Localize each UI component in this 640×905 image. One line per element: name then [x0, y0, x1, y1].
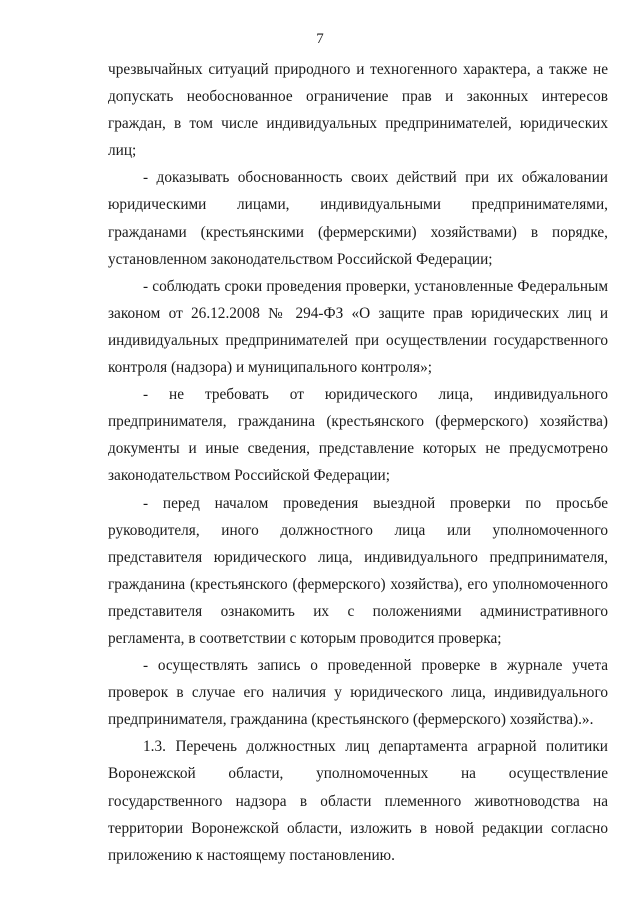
paragraph-journal-record: - осуществлять запись о проведенной проверке в журнале учета проверок в случае его наличия у юридического лица, индивидуального предпринимателя, гражданина (крестьянского (фермерского) хозяйства).». [108, 657, 608, 729]
paragraph-familiarize-regulation: - перед началом проведения выездной проверки по просьбе руководителя, иного должностного лица или уполномоченного представителя юридического лица, индивидуального предпринимателя, гражданина (крестьянского (фермерского) хозяйства), его уполномоченного представителя ознакомить их с положениями административного регламента, в соответствии с которым проводится проверка; [108, 494, 608, 647]
document-body [108, 56, 608, 869]
paragraph-continuation: чрезвычайных ситуаций природного и техногенного характера, а также не допускать необоснованное ограничение прав и законных интересов граждан, в том числе индивидуальных предпринимателей, юридических лиц; [108, 61, 608, 160]
paragraph-no-extra-documents: - не требовать от юридического лица, индивидуального предпринимателя, гражданина (крестьянского (фермерского) хозяйства) документы и иные сведения, представление которых не предусмотрено законодательством Российской Федерации; [108, 386, 608, 485]
paragraph-officials-list: 1.3. Перечень должностных лиц департамента аграрной политики Воронежской области, уполномоченных на осуществление государственного надзора в области племенного животноводства на территории Воронежской области, изложить в новой редакции согласно приложению к настоящему постановлению. [108, 738, 608, 864]
paragraph-inspection-deadlines: - соблюдать сроки проведения проверки, установленные Федеральным законом от 26.12.2008 № 294-ФЗ «О защите прав юридических лиц и индивидуальных предпринимателей при осуществлении государственного контроля (надзора) и муниципального контроля»; [108, 277, 608, 377]
paragraph-justify-actions: - доказывать обоснованность своих действий при их обжаловании юридическими лицами, индивидуальными предпринимателями, гражданами (крестьянскими (фермерскими) хозяйствами) в порядке, установленном законодательством Российской Федерации; [108, 169, 608, 268]
page-number: 7 [316, 31, 324, 47]
